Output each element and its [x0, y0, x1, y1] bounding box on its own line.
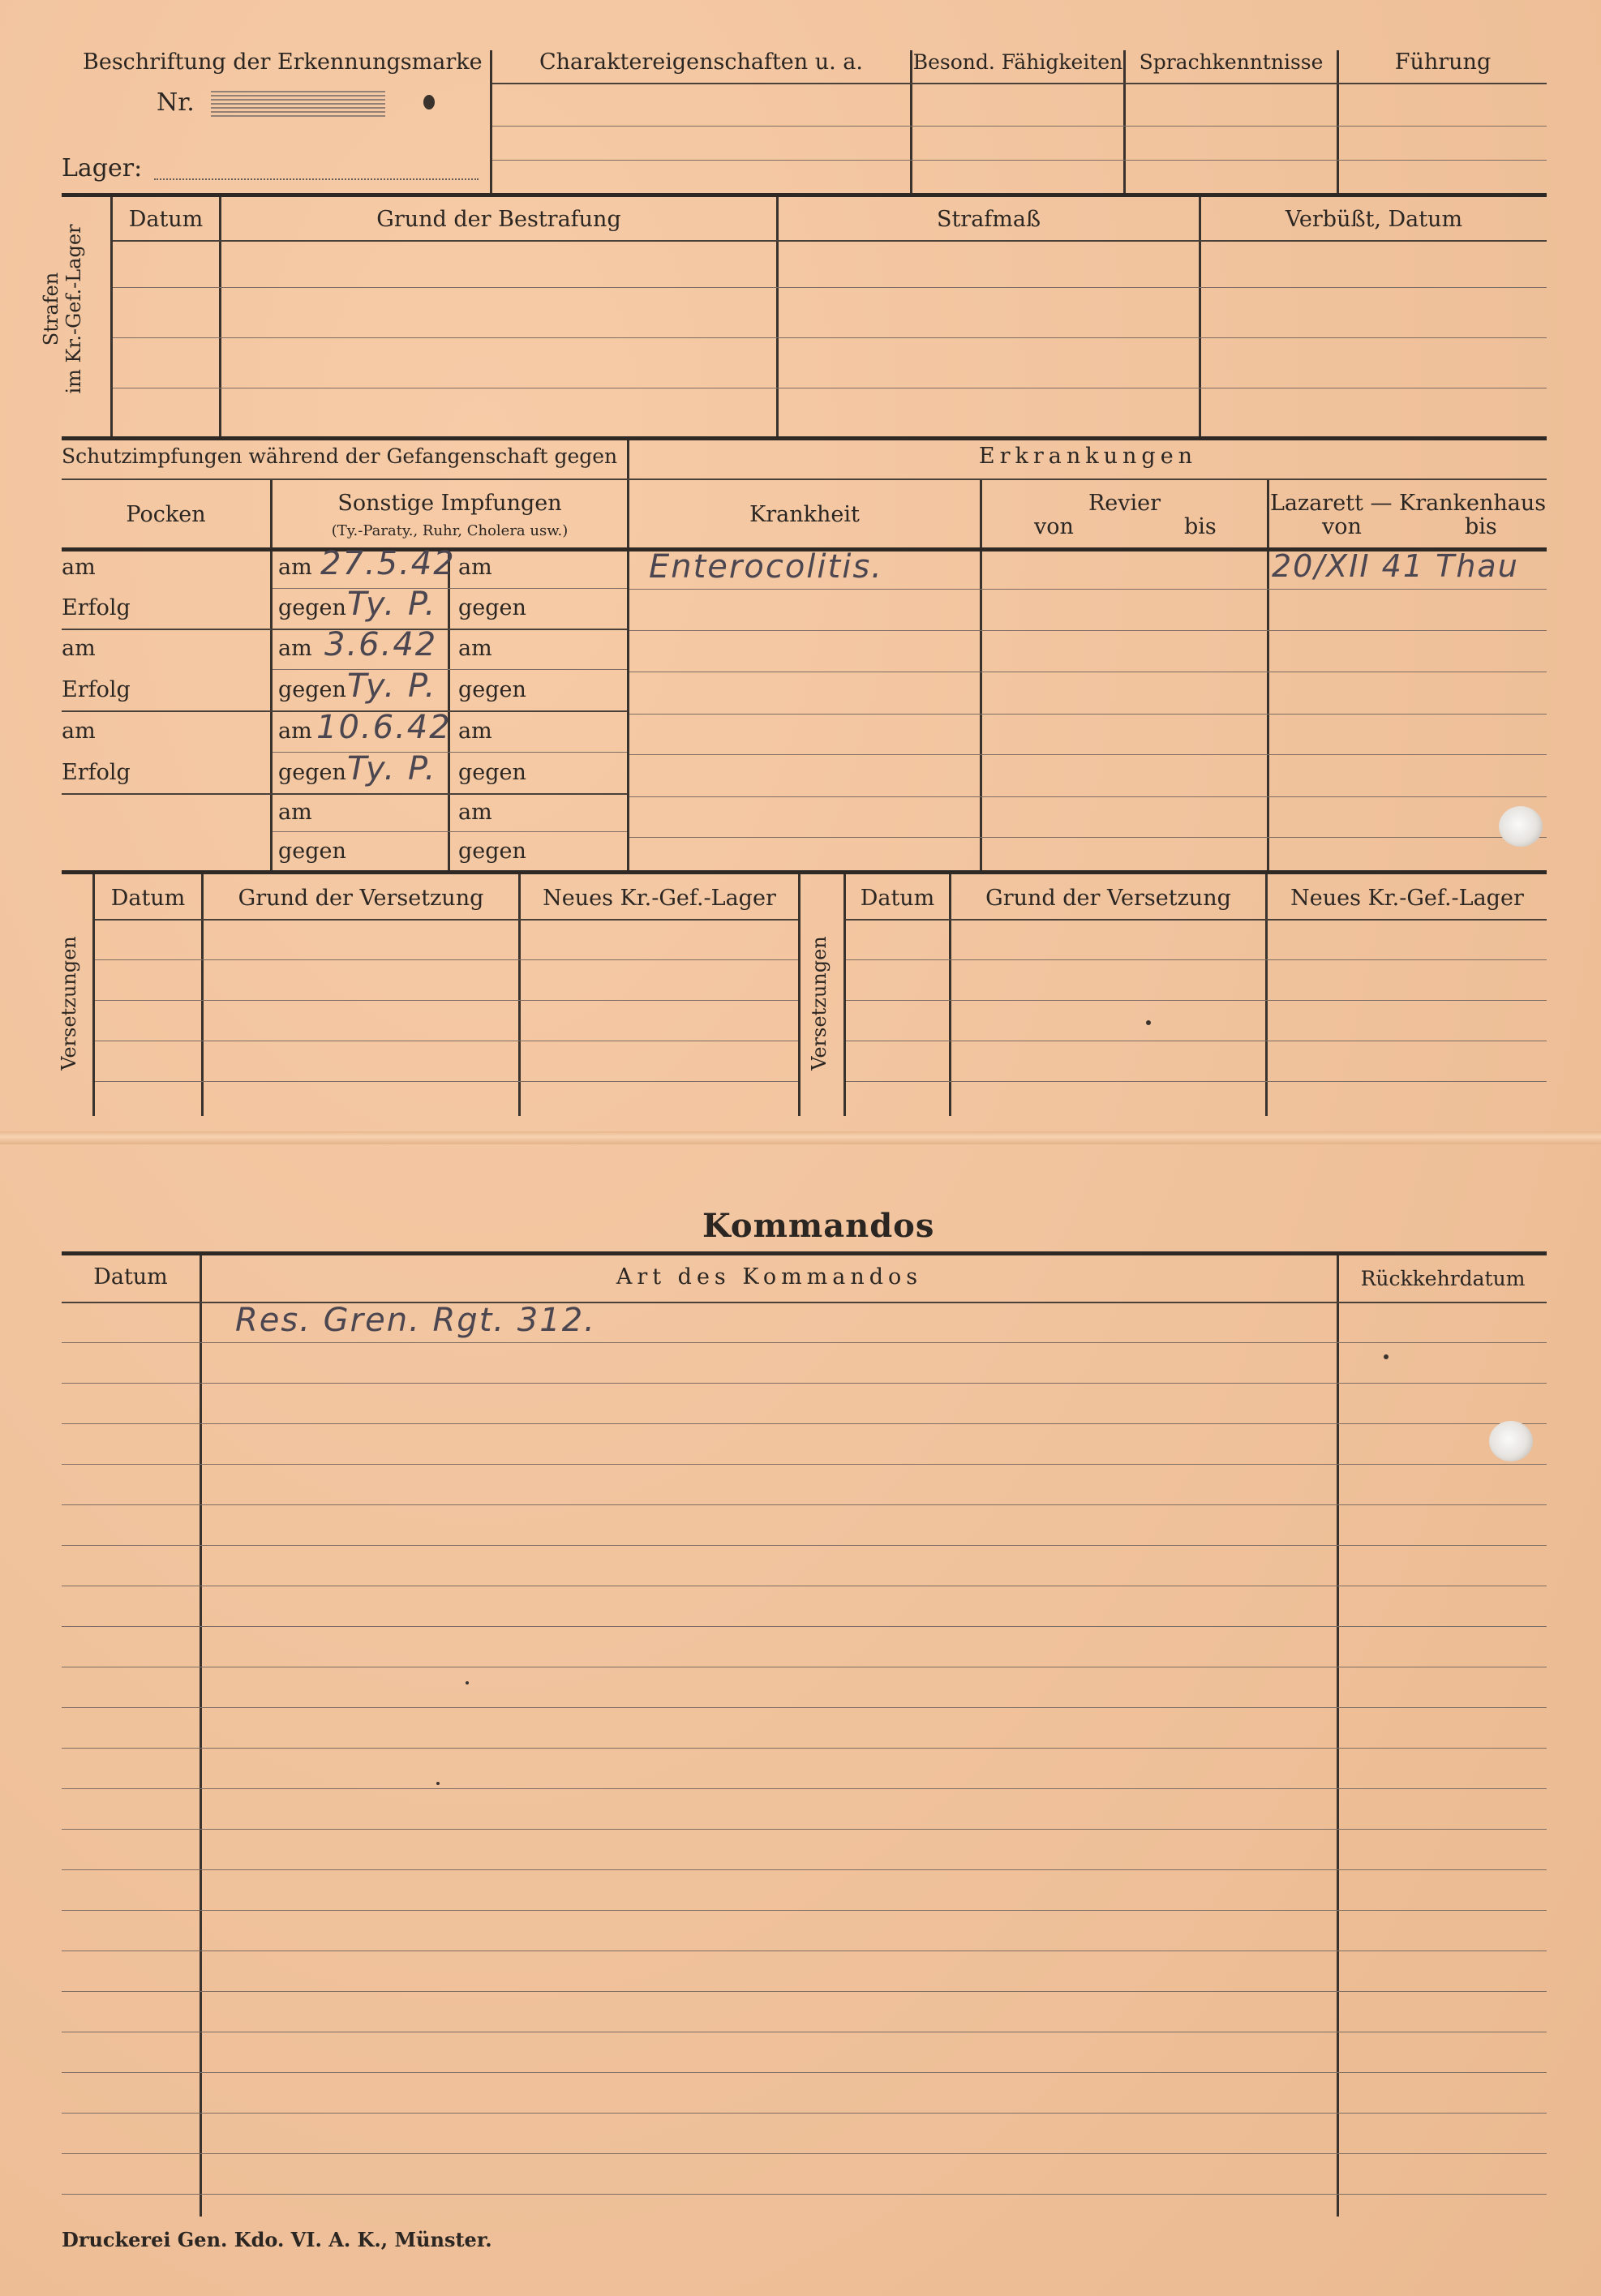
pocken-row-2: Erfolg	[62, 595, 131, 620]
sonstige-row-6-value: Ty. P.	[347, 750, 437, 788]
vers-datum-header-left: Datum	[110, 886, 186, 911]
kommandos-row-line	[62, 1504, 1547, 1505]
sonstige-row-5-label: am	[278, 719, 312, 744]
sonstige2-row-1-label: am	[458, 555, 492, 580]
punch-hole	[1499, 806, 1543, 847]
kommandos-row-line	[62, 1869, 1547, 1870]
lazarett-bis: bis	[1465, 514, 1497, 539]
kommandos-row-line	[62, 1626, 1547, 1627]
krankheit-header: Krankheit	[749, 502, 860, 527]
sonstige-row-8-label: gegen	[278, 839, 346, 864]
fold-crease	[0, 1131, 1601, 1144]
lazarett-von: von	[1322, 514, 1362, 539]
pocken-header: Pocken	[126, 502, 206, 527]
lazarett-header: Lazarett — Krankenhaus	[1269, 491, 1547, 516]
faehigkeiten-header: Besond. Fähigkeiten	[912, 50, 1123, 74]
kommandos-row-line	[62, 2153, 1547, 2154]
sonstige2-row-2-label: gegen	[458, 595, 526, 620]
pocken-row-3: am	[62, 636, 96, 661]
kommandos-row-line	[62, 2072, 1547, 2073]
strafen-datum-header: Datum	[128, 207, 204, 232]
sonstige-row-2-label: gegen	[278, 595, 346, 620]
sonstige-row-5-value: 10.6.42	[316, 709, 452, 746]
versetzungen-side-label-left: Versetzungen	[58, 936, 80, 1071]
erkrankungen-title: Erkrankungen	[978, 444, 1198, 469]
erkennungsmarke-label: Beschriftung der Erkennungsmarke	[83, 49, 483, 75]
sonstige-row-3-value: 3.6.42	[324, 626, 438, 663]
versetzungen-side-label-right: Versetzungen	[808, 936, 831, 1071]
vers-lager-header-left: Neues Kr.-Gef.-Lager	[543, 886, 776, 911]
pocken-row-1: am	[62, 555, 96, 580]
pocken-row-6: Erfolg	[62, 760, 131, 785]
nr-label: Nr.	[157, 88, 195, 117]
kommandos-datum-header: Datum	[93, 1264, 168, 1290]
punch-hole-lower	[1489, 1421, 1533, 1461]
ink-blot	[423, 95, 435, 109]
kommandos-row-line	[62, 1748, 1547, 1749]
strafen-verbuesst-header: Verbüßt, Datum	[1285, 207, 1463, 232]
revier-bis: bis	[1184, 514, 1217, 539]
kommandos-row-line	[62, 1342, 1547, 1343]
lazarett-entry: 20/XII 41 Thau	[1272, 548, 1519, 584]
sonstige2-row-6-label: gegen	[458, 760, 526, 785]
sonstige-row-7-label: am	[278, 800, 312, 825]
sonstige-row-3-label: am	[278, 636, 312, 661]
impfungen-title: Schutzimpfungen während der Gefangenschaft gegen	[62, 444, 618, 468]
pocken-row-5: am	[62, 719, 96, 744]
kommandos-title: Kommandos	[702, 1207, 935, 1245]
strafen-grund-header: Grund der Bestrafung	[376, 207, 621, 232]
sonstige2-row-3-label: am	[458, 636, 492, 661]
sonstige-row-2-value: Ty. P.	[347, 586, 437, 623]
strafen-strafmass-header: Strafmaß	[936, 207, 1041, 232]
sonstige-row-6-label: gegen	[278, 760, 346, 785]
sonstige-row-4-value: Ty. P.	[347, 667, 437, 705]
sonstige2-row-5-label: am	[458, 719, 492, 744]
lager-field[interactable]	[154, 178, 479, 180]
sonstige-subheader: (Ty.-Paraty., Ruhr, Cholera usw.)	[331, 522, 569, 539]
kommandos-row-line	[62, 1707, 1547, 1708]
fuehrung-header: Führung	[1394, 49, 1492, 75]
printer-imprint: Druckerei Gen. Kdo. VI. A. K., Münster.	[62, 2228, 492, 2251]
sprachen-header: Sprachkenntnisse	[1139, 50, 1324, 74]
revier-header: Revier	[1088, 491, 1161, 516]
nr-field[interactable]	[211, 91, 385, 118]
sonstige2-row-8-label: gegen	[458, 839, 526, 864]
kommandos-row-line	[62, 1383, 1547, 1384]
vers-grund-header-right: Grund der Versetzung	[985, 886, 1231, 911]
krankheit-entry: Enterocolitis.	[649, 548, 883, 586]
sonstige2-row-4-label: gegen	[458, 677, 526, 702]
kommandos-row-line	[62, 2194, 1547, 2195]
kommandos-row-line	[62, 1829, 1547, 1830]
revier-von: von	[1034, 514, 1074, 539]
sonstige-row-1-value: 27.5.42	[320, 545, 456, 582]
sonstige2-row-7-label: am	[458, 800, 492, 825]
strafen-side-label: Strafen im Kr.-Gef.-Lager	[40, 224, 85, 394]
kommandos-art-header: Art des Kommandos	[616, 1264, 923, 1290]
kommandos-rueckkehr-header: Rückkehrdatum	[1360, 1267, 1526, 1290]
kommandos-art-entry: Res. Gren. Rgt. 312.	[235, 1302, 596, 1339]
pocken-row-4: Erfolg	[62, 677, 131, 702]
sonstige-row-4-label: gegen	[278, 677, 346, 702]
kommandos-row-line	[62, 1423, 1547, 1424]
sonstige-row-1-label: am	[278, 555, 312, 580]
charakter-header: Charaktereigenschaften u. a.	[539, 49, 863, 75]
vers-grund-header-left: Grund der Versetzung	[238, 886, 484, 911]
kommandos-row-line	[62, 1910, 1547, 1911]
vers-datum-header-right: Datum	[860, 886, 935, 911]
kommandos-row-line	[62, 1464, 1547, 1465]
kommandos-row-line	[62, 2113, 1547, 2114]
vers-lager-header-right: Neues Kr.-Gef.-Lager	[1290, 886, 1524, 911]
kommandos-row-line	[62, 1545, 1547, 1546]
sonstige-header: Sonstige Impfungen	[337, 491, 562, 516]
kommandos-row-line	[62, 1991, 1547, 1992]
kommandos-row-line	[62, 1788, 1547, 1789]
lager-label: Lager:	[62, 154, 143, 182]
